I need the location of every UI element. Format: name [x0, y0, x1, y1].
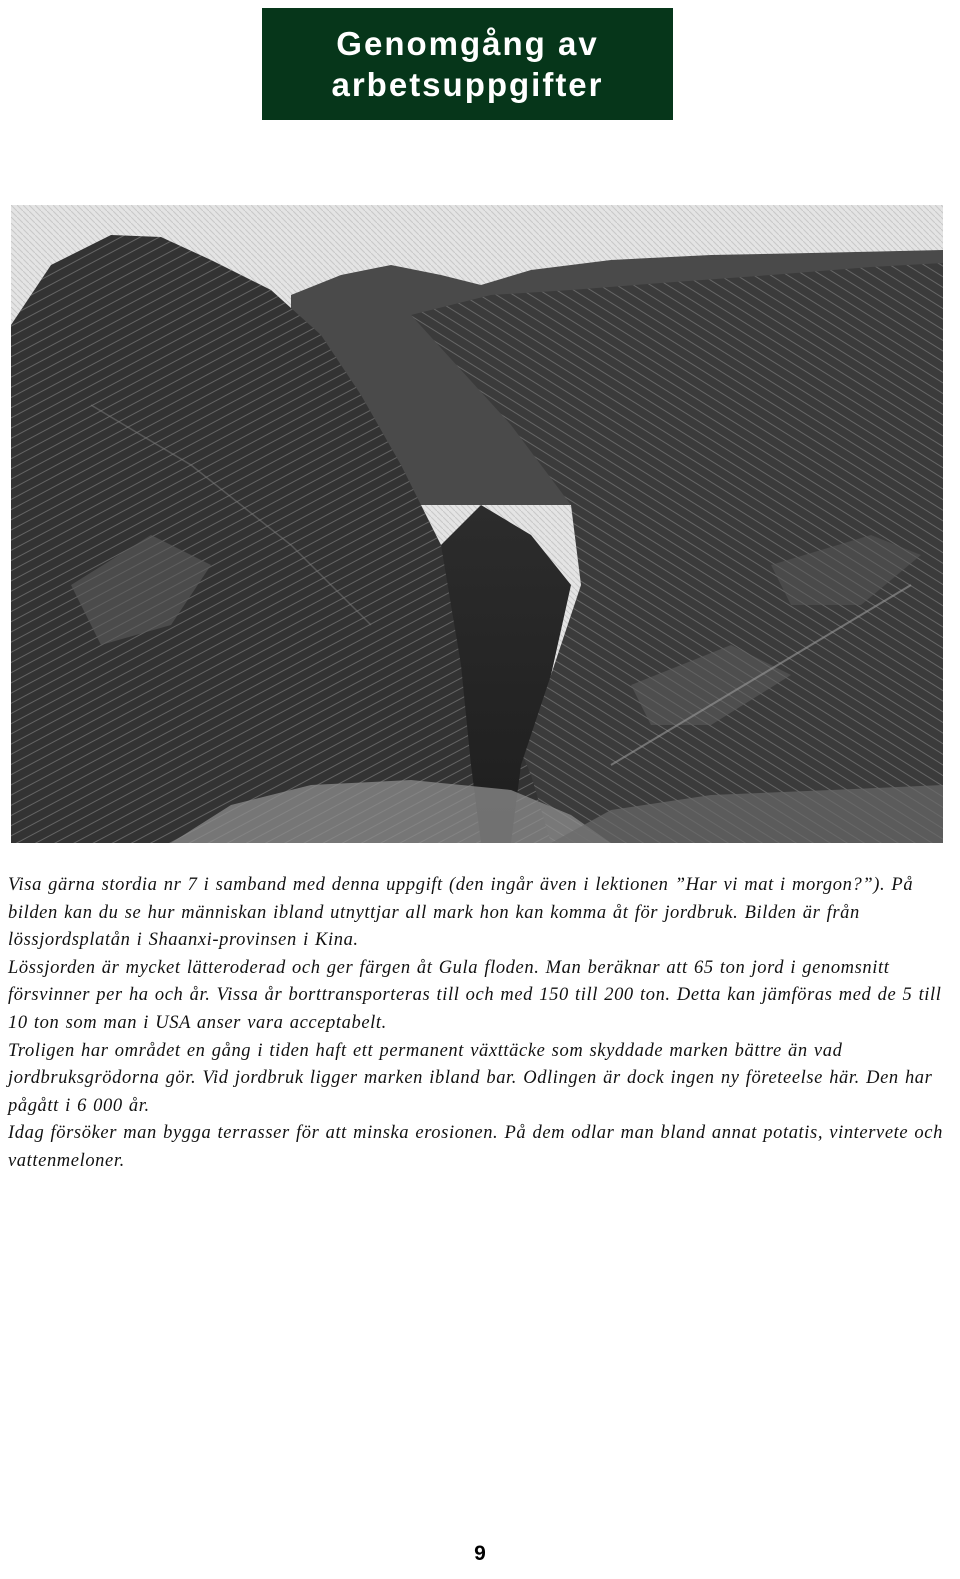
page-number: 9: [474, 1542, 486, 1565]
page-title: Genomgång av arbetsuppgifter: [331, 25, 604, 103]
paragraph: Idag försöker man bygga terrasser för att minska erosionen. På dem odlar man bland annat potatis, vintervete och vattenmeloner.: [8, 1123, 943, 1171]
landscape-photo: [11, 205, 943, 843]
paragraph: Lössjorden är mycket lätteroderad och ger färgen åt Gula floden. Man beräknar att 65 ton jord i genomsnitt försvinner per ha och år. Vissa år borttransporteras till och med 150 till 200 ton. Detta kan jämföras med de 5 till 10 ton som man i USA anser vara acceptabelt.: [8, 957, 942, 1033]
paragraph: Visa gärna stordia nr 7 i samband med denna uppgift (den ingår även i lektionen ”Har vi mat i morgon?”). På bilden kan du se hur människan ibland utnyttjar all mark hon kan komma åt för jordbruk. Bilden är från lössjordsplatån i Shaanxi-provinsen i Kina.: [8, 875, 914, 951]
body-text: [8, 872, 952, 1176]
title-banner: [262, 8, 673, 120]
paragraph: Troligen har området en gång i tiden haft ett permanent växttäcke som skyddade marken bättre än vad jordbruksgrödorna gör. Vid jordbruk ligger marken ibland bar. Odlingen är dock ingen ny företeelse här. Den har pågått i 6 000 år.: [8, 1040, 933, 1116]
